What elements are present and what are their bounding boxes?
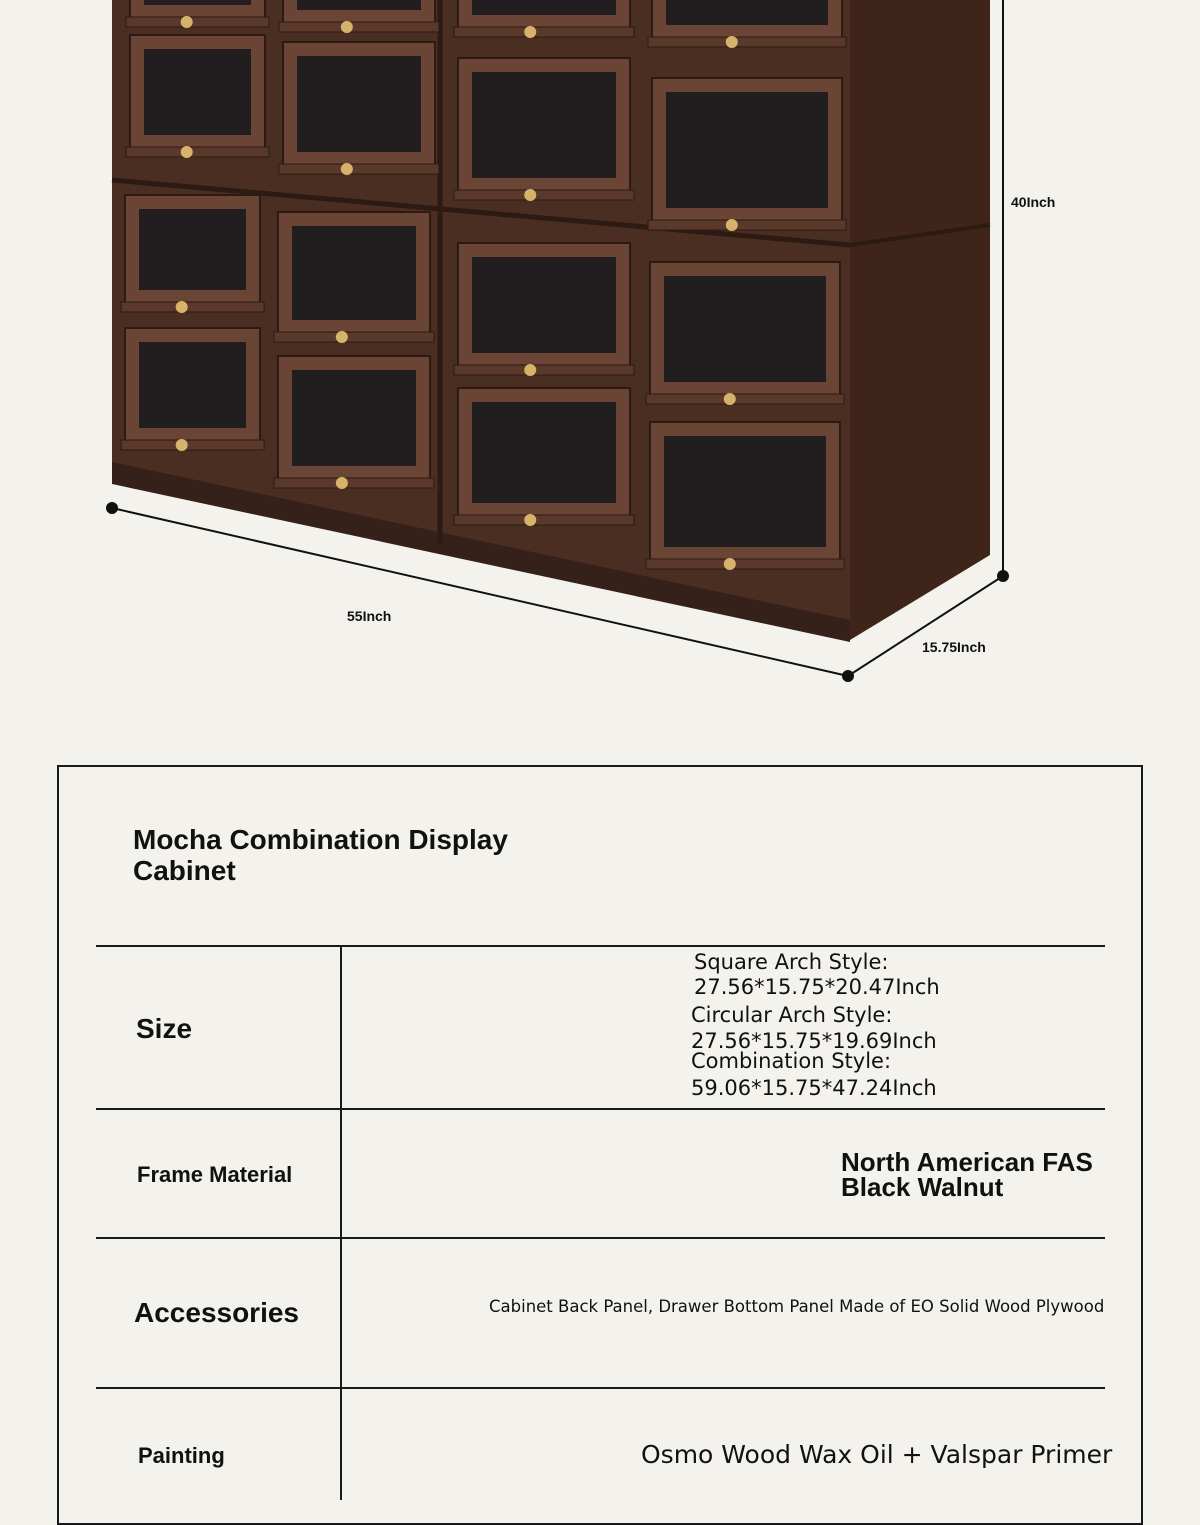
size-value-line: Combination Style: bbox=[691, 1049, 892, 1073]
frame-material-value-line: North American FAS bbox=[841, 1147, 1093, 1177]
cabinet-door bbox=[648, 78, 846, 231]
brass-knob-icon bbox=[181, 146, 193, 158]
cabinet-door bbox=[646, 262, 844, 405]
brass-knob-icon bbox=[524, 189, 536, 201]
cabinet-door bbox=[121, 328, 264, 451]
frame-material-value-line: Black Walnut bbox=[841, 1172, 1004, 1202]
size-value-line: Square Arch Style: bbox=[694, 950, 889, 974]
table-divider bbox=[96, 1237, 1105, 1239]
brass-knob-icon bbox=[726, 36, 738, 48]
frame-material-label: Frame Material bbox=[137, 1162, 293, 1187]
size-value-line: 27.56*15.75*20.47Inch bbox=[694, 975, 940, 999]
brass-knob-icon bbox=[524, 514, 536, 526]
brass-knob-icon bbox=[181, 16, 193, 28]
table-column-divider bbox=[340, 945, 342, 1500]
accessories-value: Cabinet Back Panel, Drawer Bottom Panel Made of EO Solid Wood Plywood bbox=[489, 1297, 1105, 1316]
brass-knob-icon bbox=[726, 219, 738, 231]
size-label: Size bbox=[136, 1013, 193, 1044]
brass-knob-icon bbox=[336, 477, 348, 489]
brass-knob-icon bbox=[336, 331, 348, 343]
depth-dimension-label: 15.75Inch bbox=[922, 639, 986, 655]
painting-label: Painting bbox=[138, 1443, 225, 1468]
cabinet-door bbox=[454, 388, 634, 526]
size-value-line: Circular Arch Style: bbox=[691, 1003, 893, 1027]
product-title: Mocha Combination Display Cabinet bbox=[133, 824, 508, 886]
cabinet-door bbox=[646, 422, 844, 570]
cabinet-door bbox=[121, 195, 264, 313]
cabinet-door bbox=[279, 42, 439, 175]
cabinet-door bbox=[648, 0, 846, 48]
brass-knob-icon bbox=[724, 558, 736, 570]
brass-knob-icon bbox=[341, 21, 353, 33]
table-divider bbox=[96, 945, 1105, 947]
cabinet-door bbox=[126, 0, 269, 28]
table-divider bbox=[96, 1387, 1105, 1389]
painting-value: Osmo Wood Wax Oil + Valspar Primer bbox=[641, 1440, 1113, 1469]
brass-knob-icon bbox=[341, 163, 353, 175]
cabinet-door bbox=[454, 243, 634, 376]
cabinet-door bbox=[279, 0, 439, 33]
cabinet-door bbox=[126, 35, 269, 158]
height-dimension-label: 40Inch bbox=[1011, 194, 1056, 210]
frame-material-value bbox=[841, 1147, 1093, 1202]
brass-knob-icon bbox=[524, 26, 536, 38]
accessories-label: Accessories bbox=[134, 1297, 300, 1328]
cabinet-door bbox=[274, 212, 434, 343]
brass-knob-icon bbox=[524, 364, 536, 376]
size-value-line: 59.06*15.75*47.24Inch bbox=[691, 1076, 937, 1100]
cabinet-door bbox=[454, 0, 634, 38]
brass-knob-icon bbox=[724, 393, 736, 405]
size-value-line: 27.56*15.75*19.69Inch bbox=[691, 1029, 937, 1053]
width-dimension-label: 55Inch bbox=[347, 608, 392, 624]
cabinet-door bbox=[274, 356, 434, 489]
cabinet-photo bbox=[0, 0, 1200, 700]
brass-knob-icon bbox=[176, 439, 188, 451]
cabinet-door bbox=[454, 58, 634, 201]
table-divider bbox=[96, 1108, 1105, 1110]
brass-knob-icon bbox=[176, 301, 188, 313]
